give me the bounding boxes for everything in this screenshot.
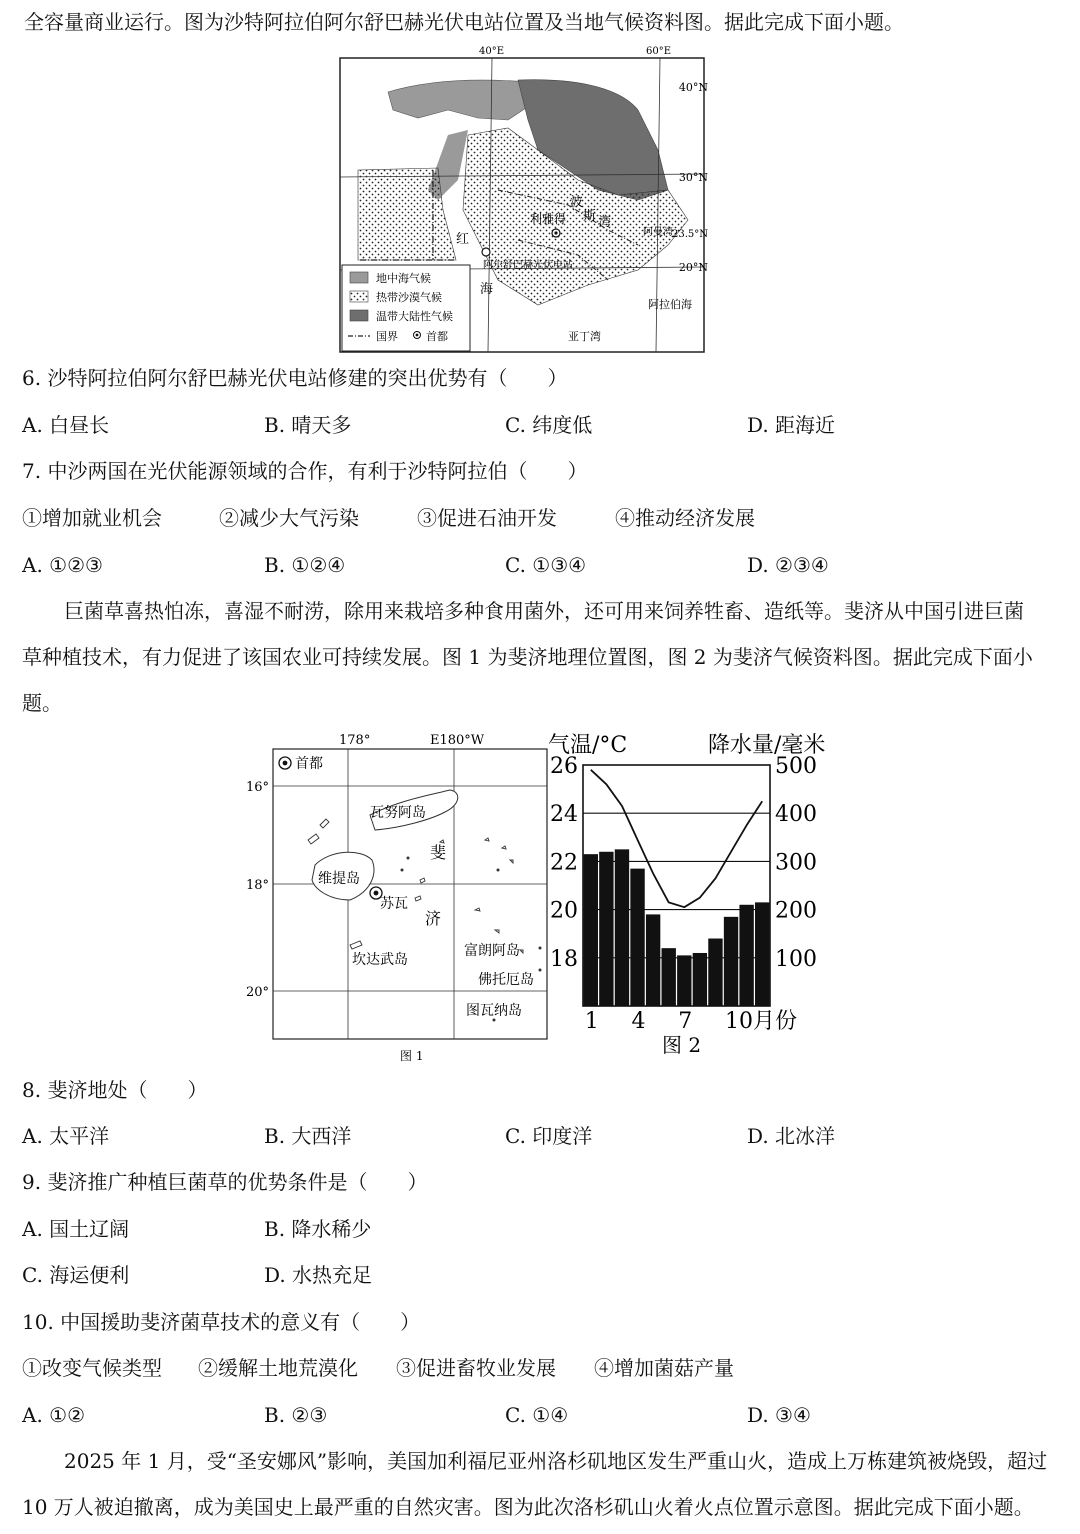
place-station: 阿尔舒巴赫光伏电站 — [483, 260, 573, 271]
q10-stem: 10. 中国援助斐济菌草技术的意义有（ ） — [22, 1310, 421, 1334]
intro2-line-1: 巨菌草喜热怕冻，喜湿不耐涝，除用来栽培多种食用菌外，还可用来饲养牲畜、造纸等。斐济从中国引进巨菌 — [64, 599, 1024, 623]
station-icon — [482, 248, 490, 256]
lat-label-30n: 30°N — [678, 171, 708, 184]
place-hai: 海 — [480, 282, 494, 297]
q9-option-d[interactable]: D. 水热充足 — [264, 1263, 373, 1287]
month-tick-label: 10月份 — [725, 1009, 798, 1034]
lat-label-20n: 20°N — [678, 261, 708, 274]
q10-option-a[interactable]: A. ①② — [22, 1403, 86, 1427]
precip-bar — [724, 917, 738, 1006]
legend-continental: 温带大陆性气候 — [376, 310, 453, 323]
q6-option-a[interactable]: A. 白昼长 — [22, 413, 110, 437]
precip-tick-label: 100 — [775, 946, 817, 972]
temp-tick-label: 20 — [550, 898, 578, 924]
place-fei: 斐 — [430, 843, 447, 862]
lon-label-60e: 60°E — [646, 46, 672, 57]
q7-item-4: ④推动经济发展 — [615, 506, 755, 530]
place-fulanga: 富朗阿岛 — [464, 943, 520, 959]
q7-item-1: ①增加就业机会 — [22, 506, 162, 530]
q9-option-b[interactable]: B. 降水稀少 — [264, 1217, 372, 1241]
place-fotuha: 佛托厄岛 — [478, 972, 534, 988]
q7-option-c[interactable]: C. ①③④ — [505, 553, 587, 577]
legend-desert: 热带沙漠气候 — [376, 291, 442, 304]
q8-option-a[interactable]: A. 太平洋 — [22, 1124, 110, 1148]
q7-option-b[interactable]: B. ①②④ — [264, 553, 346, 577]
lon-label-178: 178° — [339, 733, 371, 748]
lat-label-16: 16° — [246, 780, 270, 795]
lat-label-235n: 23.5°N — [671, 229, 708, 240]
chart-caption: 图 2 — [662, 1033, 702, 1057]
q10-option-d[interactable]: D. ③④ — [747, 1403, 811, 1427]
precip-bar — [599, 852, 613, 1006]
q8-option-c[interactable]: C. 印度洋 — [505, 1124, 593, 1148]
temp-tick-label: 22 — [550, 850, 578, 876]
precip-bar — [584, 854, 598, 1006]
place-tuvana: 图瓦纳岛 — [466, 1003, 522, 1019]
intro2-line-2: 草种植技术，有力促进了该国农业可持续发展。图 1 为斐济地理位置图，图 2 为斐济气候资料图。据此完成下面小 — [22, 645, 1033, 669]
q7-stem: 7. 中沙两国在光伏能源领域的合作，有利于沙特阿拉伯（ ） — [22, 459, 588, 483]
intro2-line-3: 题。 — [22, 691, 62, 715]
precip-bar — [739, 905, 753, 1006]
q9-option-c[interactable]: C. 海运便利 — [22, 1263, 130, 1287]
q7-option-a[interactable]: A. ①②③ — [22, 553, 103, 577]
intro-text: 全容量商业运行。图为沙特阿拉伯阿尔舒巴赫光伏电站位置及当地气候资料图。据此完成下面小题。 — [24, 10, 904, 34]
q9-option-a[interactable]: A. 国土辽阔 — [22, 1217, 130, 1241]
place-ji: 济 — [425, 909, 442, 928]
place-riyadh: 利雅得 — [530, 212, 567, 226]
q10-item-1: ①改变气候类型 — [22, 1356, 162, 1380]
q10-option-c[interactable]: C. ①④ — [505, 1403, 569, 1427]
q7-item-2: ②减少大气污染 — [219, 506, 359, 530]
chart-ylabel-left: 气温/°C — [548, 733, 628, 758]
precip-bar — [693, 953, 707, 1006]
month-tick-label: 4 — [631, 1009, 646, 1034]
place-suva: 苏瓦 — [380, 896, 408, 912]
fiji-location-map — [240, 730, 552, 1070]
precip-tick-label: 200 — [775, 898, 817, 924]
place-bo: 波 — [570, 195, 584, 210]
lat-label-40n: 40°N — [678, 81, 708, 94]
q10-option-b[interactable]: B. ②③ — [264, 1403, 328, 1427]
lat-label-18: 18° — [246, 878, 270, 893]
q7-option-d[interactable]: D. ②③④ — [747, 553, 829, 577]
temp-tick-label: 18 — [550, 946, 578, 972]
precip-tick-label: 500 — [775, 754, 817, 779]
intro3-line-2: 10 万人被迫撤离，成为美国史上最严重的自然灾害。图为此次洛杉矶山火着火点位置示意图。据此完成下面小题。 — [22, 1495, 1034, 1519]
place-gulf-aden: 亚丁湾 — [568, 330, 601, 343]
q8-option-b[interactable]: B. 大西洋 — [264, 1124, 352, 1148]
lon-label-40e: 40°E — [479, 46, 505, 57]
place-vanua-levu: 瓦努阿岛 — [370, 805, 426, 821]
precip-bar — [662, 948, 676, 1006]
lon-label-180: E180°W — [430, 733, 485, 748]
q6-option-d[interactable]: D. 距海近 — [747, 413, 836, 437]
precip-bar — [755, 902, 769, 1006]
precip-bar — [630, 869, 644, 1006]
legend-capital: 首都 — [295, 756, 323, 772]
place-arabian-sea: 阿拉伯海 — [648, 298, 692, 311]
map-caption: 图 1 — [400, 1049, 424, 1063]
lat-label-20: 20° — [246, 985, 270, 1000]
q6-stem: 6. 沙特阿拉伯阿尔舒巴赫光伏电站修建的突出优势有（ ） — [22, 366, 568, 390]
legend-mediterranean: 地中海气候 — [376, 272, 431, 285]
place-si: 斯 — [583, 209, 597, 224]
precip-bar — [615, 849, 629, 1006]
legend-capital: 首都 — [426, 330, 448, 343]
place-gulf-oman: 阿曼湾 — [643, 227, 673, 238]
place-viti-levu: 维提岛 — [318, 871, 360, 887]
precip-bar — [646, 914, 660, 1006]
saudi-climate-map — [338, 40, 708, 355]
q10-item-4: ④增加菌菇产量 — [594, 1356, 734, 1380]
q10-item-2: ②缓解土地荒漠化 — [198, 1356, 358, 1380]
q6-option-b[interactable]: B. 晴天多 — [264, 413, 352, 437]
place-kadavu: 坎达武岛 — [352, 952, 408, 968]
month-tick-label: 1 — [584, 1009, 599, 1034]
fiji-climate-chart — [540, 726, 840, 1058]
place-hong: 红 — [456, 232, 470, 247]
intro3-line-1: 2025 年 1 月，受“圣安娜风”影响，美国加利福尼亚州洛杉矶地区发生严重山火，造成上万栋建筑被烧毁，超过 — [64, 1449, 1048, 1473]
precip-bar — [708, 939, 722, 1006]
q8-stem: 8. 斐济地处（ ） — [22, 1078, 208, 1102]
month-tick-label: 7 — [678, 1009, 693, 1034]
q7-item-3: ③促进石油开发 — [417, 506, 557, 530]
legend-border: 国界 — [376, 330, 398, 343]
chart-ylabel-right: 降水量/毫米 — [708, 733, 826, 758]
q9-stem: 9. 斐济推广种植巨菌草的优势条件是（ ） — [22, 1170, 428, 1194]
precip-bar — [677, 955, 691, 1006]
q10-item-3: ③促进畜牧业发展 — [396, 1356, 556, 1380]
q6-option-c[interactable]: C. 纬度低 — [505, 413, 593, 437]
place-wan: 湾 — [598, 215, 612, 230]
q8-option-d[interactable]: D. 北冰洋 — [747, 1124, 836, 1148]
precip-tick-label: 300 — [775, 850, 817, 876]
temp-tick-label: 26 — [550, 754, 578, 779]
precip-tick-label: 400 — [775, 802, 817, 828]
temp-tick-label: 24 — [550, 802, 578, 828]
